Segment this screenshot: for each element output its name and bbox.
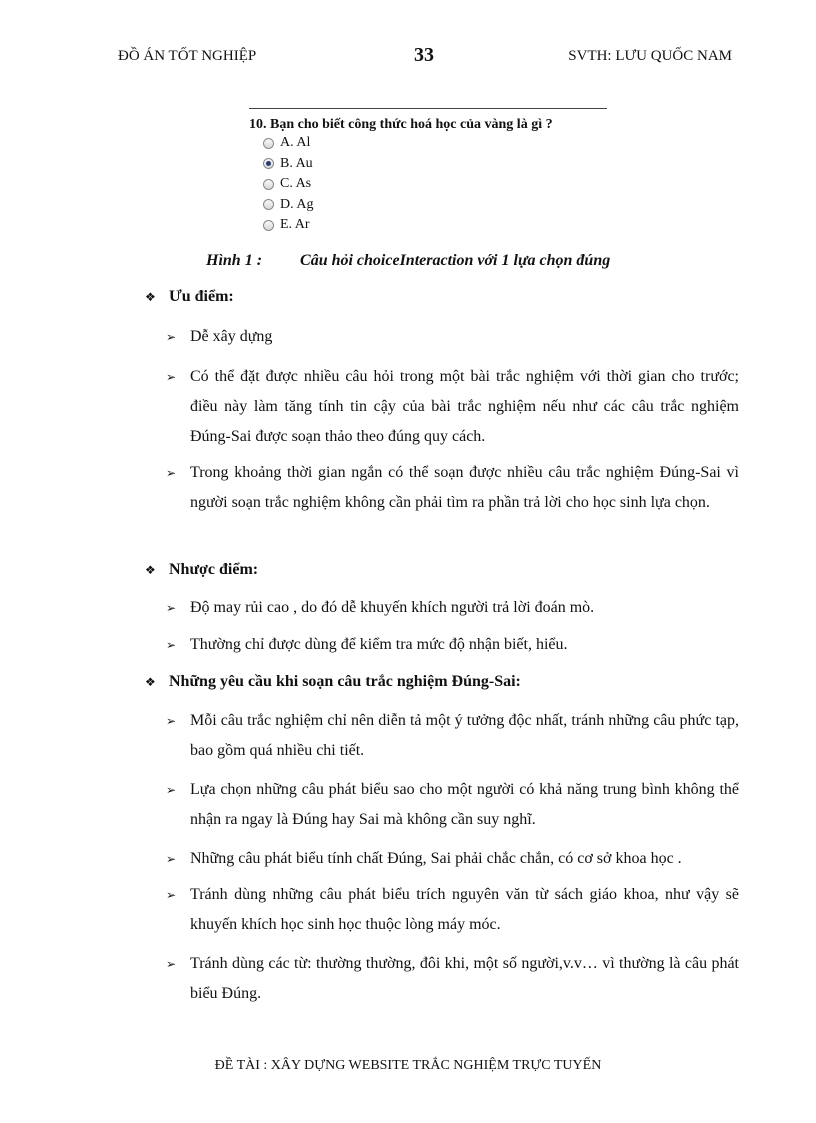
arrow-bullet-icon: ➢ — [166, 888, 177, 902]
page-header — [0, 44, 816, 70]
arrow-bullet-icon: ➢ — [166, 330, 177, 344]
arrow-bullet-icon: ➢ — [166, 466, 177, 480]
list-item: ➢ Những câu phát biểu tính chất Đúng, Sai phải chắc chắn, có cơ sở khoa học . — [166, 844, 739, 874]
figure-caption — [206, 252, 610, 270]
quiz-option-label: B. Au — [280, 155, 313, 171]
section-title: Ưu điểm: — [169, 288, 234, 305]
arrow-bullet-icon: ➢ — [166, 957, 177, 971]
quiz-option[interactable] — [249, 215, 609, 236]
page-footer: ĐỀ TÀI : XÂY DỰNG WEBSITE TRẮC NGHIỆM TRỰC TUYẾN — [214, 1058, 602, 1073]
list-item: ➢ Tránh dùng các từ: thường thường, đôi khi, một số người,v.v… vì thường là câu phát biểu Đúng. — [166, 949, 739, 1009]
list-item: ➢ Lựa chọn những câu phát biểu sao cho một người có khả năng trung bình không thể nhận ra ngay là Đúng hay Sai mà không cần suy nghĩ. — [166, 775, 739, 835]
quiz-option[interactable] — [249, 195, 609, 216]
list-item: ➢ Dễ xây dựng — [166, 322, 739, 352]
quiz-option[interactable] — [249, 174, 609, 195]
radio-checked-icon[interactable] — [263, 158, 274, 169]
page-number: 33 — [414, 44, 434, 66]
arrow-bullet-icon: ➢ — [166, 852, 177, 866]
arrow-bullet-icon: ➢ — [166, 370, 177, 384]
section-title: Những yêu cầu khi soạn câu trắc nghiệm Đúng-Sai: — [169, 673, 521, 690]
list-item: ➢ Trong khoảng thời gian ngắn có thể soạn được nhiều câu trắc nghiệm Đúng-Sai vì người soạn trắc nghiệm không cần phải tìm ra phần trả lời cho học sinh lựa chọn. — [166, 458, 739, 518]
arrow-bullet-icon: ➢ — [166, 714, 177, 728]
quiz-option-label: D. Ag — [280, 196, 314, 212]
header-left: ĐỒ ÁN TỐT NGHIỆP — [118, 48, 257, 64]
diamond-bullet-icon: ❖ — [145, 289, 156, 304]
arrow-bullet-icon: ➢ — [166, 601, 177, 615]
list-item: ➢ Độ may rủi cao , do đó dễ khuyến khích người trả lời đoán mò. — [166, 593, 739, 623]
list-item: ➢ Thường chỉ được dùng để kiểm tra mức độ nhận biết, hiểu. — [166, 630, 739, 660]
list-item: ➢ Có thể đặt được nhiều câu hỏi trong một bài trắc nghiệm với thời gian cho trước; điều này làm tăng tính tin cậy của bài trắc nghiệm nếu như các câu trắc nghiệm Đúng-Sai được soạn thảo theo đúng quy cách. — [166, 362, 739, 452]
diamond-bullet-icon: ❖ — [145, 562, 156, 577]
list-item: ➢ Tránh dùng những câu phát biểu trích nguyên văn từ sách giáo khoa, như vậy sẽ khuyến khích học sinh học thuộc lòng máy móc. — [166, 880, 739, 940]
radio-icon[interactable] — [263, 138, 274, 149]
radio-icon[interactable] — [263, 199, 274, 210]
radio-icon[interactable] — [263, 220, 274, 231]
section-title: Nhược điểm: — [169, 561, 259, 578]
quiz-question: 10. Bạn cho biết công thức hoá học của vàng là gì ? — [249, 117, 553, 132]
quiz-option[interactable] — [249, 154, 609, 175]
quiz-option-label: A. Al — [280, 135, 311, 151]
divider — [249, 108, 607, 109]
arrow-bullet-icon: ➢ — [166, 638, 177, 652]
quiz-option[interactable] — [249, 133, 609, 154]
section-requirements — [145, 673, 521, 691]
diamond-bullet-icon: ❖ — [145, 674, 156, 689]
quiz-figure — [249, 108, 609, 236]
section-advantages — [145, 288, 234, 306]
caption-text: Câu hỏi choiceInteraction với 1 lựa chọn đúng — [300, 252, 611, 269]
radio-icon[interactable] — [263, 179, 274, 190]
section-disadvantages — [145, 561, 258, 579]
quiz-option-label: C. As — [280, 176, 312, 192]
caption-label: Hình 1 : — [206, 252, 263, 269]
header-right: SVTH: LƯU QUỐC NAM — [568, 48, 732, 64]
arrow-bullet-icon: ➢ — [166, 783, 177, 797]
list-item: ➢ Mỗi câu trắc nghiệm chỉ nên diễn tả một ý tưởng độc nhất, tránh những câu phức tạp, bao gồm quá nhiều chi tiết. — [166, 706, 739, 766]
quiz-option-label: E. Ar — [280, 217, 310, 233]
